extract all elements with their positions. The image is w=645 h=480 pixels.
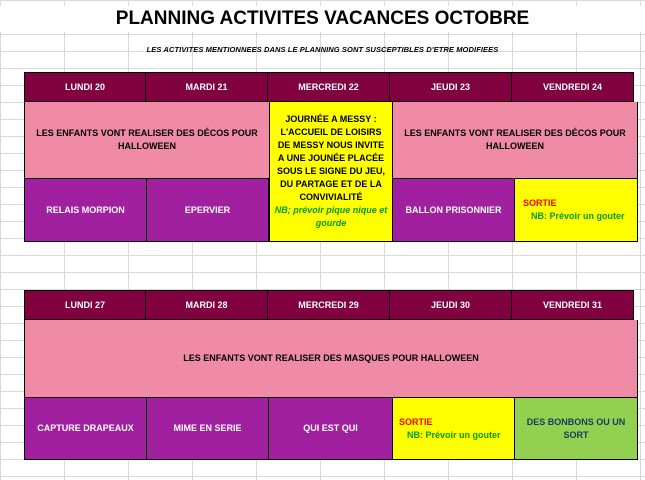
day-header: JEUDI 30	[390, 290, 512, 320]
morning-activity-right: LES ENFANTS VONT REALISER DES DÉCOS POUR HALLOWEEN	[393, 102, 638, 179]
week-2-table	[24, 290, 638, 460]
morning-activity-left: LES ENFANTS VONT REALISER DES DÉCOS POUR HALLOWEEN	[24, 102, 269, 179]
afternoon-activity-thursday: BALLON PRISONNIER	[393, 179, 515, 242]
friday-activity-week2: DES BONBONS OU UN SORT	[515, 398, 638, 460]
sortie-nb-note: NB: Prévoir un gouter	[531, 211, 625, 221]
wednesday-messy-text: JOURNÉE A MESSY : L'ACCUEIL DE LOISIRS DE MESSY NOUS INVITE A UNE JOUNÉE PLACÉE SOUS LE SIGNE DU JEU, DU PARTAGE ET DE LA CONVIVIALITÉ	[276, 114, 386, 202]
day-header: VENDREDI 24	[512, 72, 634, 102]
day-header: MARDI 21	[146, 72, 268, 102]
page-subtitle: LES ACTIVITES MENTIONNEES DANS LE PLANNING SONT SUSCEPTIBLES D'ETRE MODIFIEES	[146, 45, 499, 54]
page-title: PLANNING ACTIVITES VACANCES OCTOBRE	[0, 6, 645, 32]
wednesday-nb-note: NB; prévoir pique nique et gourde	[274, 205, 388, 228]
week-1-table	[24, 72, 638, 242]
day-header: LUNDI 20	[24, 72, 146, 102]
day-header: MARDI 28	[146, 290, 268, 320]
day-header: MERCREDI 29	[268, 290, 390, 320]
afternoon-activity-tuesday: MIME EN SERIE	[147, 398, 269, 460]
morning-activity-week2: LES ENFANTS VONT REALISER DES MASQUES POUR HALLOWEEN	[24, 320, 638, 398]
day-header: VENDREDI 31	[512, 290, 634, 320]
week-1-header-row	[24, 72, 634, 102]
afternoon-activity-wednesday: QUI EST QUI	[269, 398, 393, 460]
day-header: LUNDI 27	[24, 290, 146, 320]
afternoon-activity-tuesday: EPERVIER	[147, 179, 269, 242]
week-2-header-row	[24, 290, 634, 320]
sortie-label: SORTIE	[399, 416, 433, 427]
afternoon-activity-monday: RELAIS MORPION	[24, 179, 147, 242]
sortie-label: SORTIE	[523, 198, 557, 208]
day-header: JEUDI 23	[390, 72, 512, 102]
sortie-nb-note: NB: Prévoir un gouter	[407, 429, 501, 440]
friday-sortie-cell	[515, 179, 638, 242]
day-header: MERCREDI 22	[268, 72, 390, 102]
wednesday-messy-cell	[269, 102, 393, 242]
afternoon-activity-monday: CAPTURE DRAPEAUX	[24, 398, 147, 460]
thursday-sortie-cell	[393, 398, 515, 460]
